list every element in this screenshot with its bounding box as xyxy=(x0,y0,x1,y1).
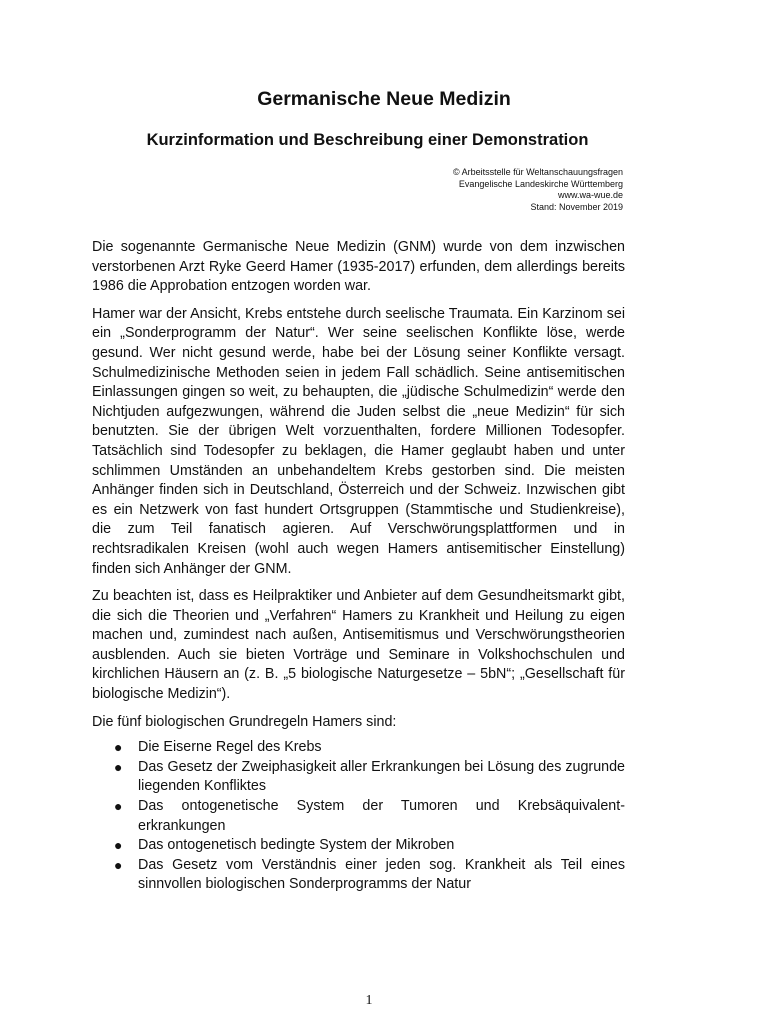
list-item xyxy=(92,836,625,856)
date-line: Stand: November 2019 xyxy=(530,201,623,212)
paragraph-intro: Die sogenannte Germanische Neue Medizin (GNM) wurde von dem inzwischen verstorbenen Arzt Ryke Geerd Hamer (1935-2017) erfunden, dem allerdings bereits 1986 die Approbation entzogen worden war. xyxy=(92,239,625,295)
copyright-block xyxy=(453,167,623,213)
paragraph-rules-intro: Die fünf biologischen Grundregeln Hamers sind: xyxy=(92,713,397,730)
paragraph-hamer-views: Hamer war der Ansicht, Krebs entstehe durch seelische Traumata. Ein Karzinom sei ein „Sonderprogramm der Natur“. Wer seine seelischen Konflikte löse, werde gesund. Wer nicht gesund werde, habe bei der Lösung seiner Konflikte versagt. Schulmedizinische Methoden seien in jedem Fall schädlich. Seine antisemitischen Einlassungen gingen so weit, zu behaupten, die „jüdische Schulmedizin“ werde den Nichtjuden aufgezwungen, während die Juden selbst die „neue Medizin“ für sich benutzten. Sie der übrigen Welt vorzuenthalten, fordere Millionen Todesopfer. Tatsächlich sind Todesopfer zu beklagen, die Hamer geglaubt haben und unter schlimmen Umständen an unbehandeltem Krebs gestorben sind. Die meisten Anhänger finden sich in Deutschland, Österreich und der Schweiz. Inzwischen gibt es ein Netzwerk von fast hundert Ortsgruppen (Stammtische und Studienkreise), die zum Teil fanatisch agieren. Auf Verschwörungsplattformen und in rechtsradikalen Kreisen (wohl auch wegen Hamers antisemitischer Einstellung) finden sich Anhänger der GNM. xyxy=(92,305,625,577)
bullet-icon: ● xyxy=(114,837,123,854)
list-item xyxy=(92,856,625,895)
page-number: 1 xyxy=(365,993,373,1008)
bullet-icon: ● xyxy=(114,856,123,873)
website-line: www.wa-wue.de xyxy=(557,190,623,201)
document-body xyxy=(92,238,625,895)
list-item xyxy=(92,797,625,836)
list-item xyxy=(92,738,625,758)
bullet-icon: ● xyxy=(114,758,123,775)
organization-line: Evangelische Landeskirche Württemberg xyxy=(458,178,623,189)
document-subtitle: Kurzinformation und Beschreibung einer Demonstration xyxy=(146,131,589,149)
list-item-text: Das Gesetz der Zweiphasigkeit aller Erkrankungen bei Lösung des zugrunde liegenden Konfliktes xyxy=(138,758,625,795)
list-item-text: Das Gesetz vom Verständnis einer jeden sog. Krankheit als Teil eines sinnvollen biologischen Sonderprogramms der Natur xyxy=(138,856,625,893)
list-item-text: Das ontogenetische System der Tumoren und Krebsäquivalent-erkrankungen xyxy=(138,798,625,834)
copyright-line: © Arbeitsstelle für Weltanschauungsfragen xyxy=(452,167,623,177)
list-item xyxy=(92,758,625,797)
rules-list xyxy=(92,738,625,895)
bullet-icon: ● xyxy=(114,739,123,756)
document-title: Germanische Neue Medizin xyxy=(257,88,511,110)
list-item-text: Die Eiserne Regel des Krebs xyxy=(138,739,322,756)
paragraph-practitioners: Zu beachten ist, dass es Heilpraktiker und Anbieter auf dem Gesundheitsmarkt gibt, die sich die Theorien und „Verfahren“ Hamers zu Krankheit und Heilung zu eigen machen und, zumindest nach außen, Antisemitismus und Verschwörungstheorien ausblenden. Auch sie bieten Vorträge und Seminare in Volkshochschulen und kirchlichen Häusern an (z. B. „5 biologische Naturgesetze – 5bN“; „Gesellschaft für biologische Medizin“). xyxy=(92,588,625,703)
list-item-text: Das ontogenetisch bedingte System der Mikroben xyxy=(138,837,455,854)
bullet-icon: ● xyxy=(114,798,123,815)
